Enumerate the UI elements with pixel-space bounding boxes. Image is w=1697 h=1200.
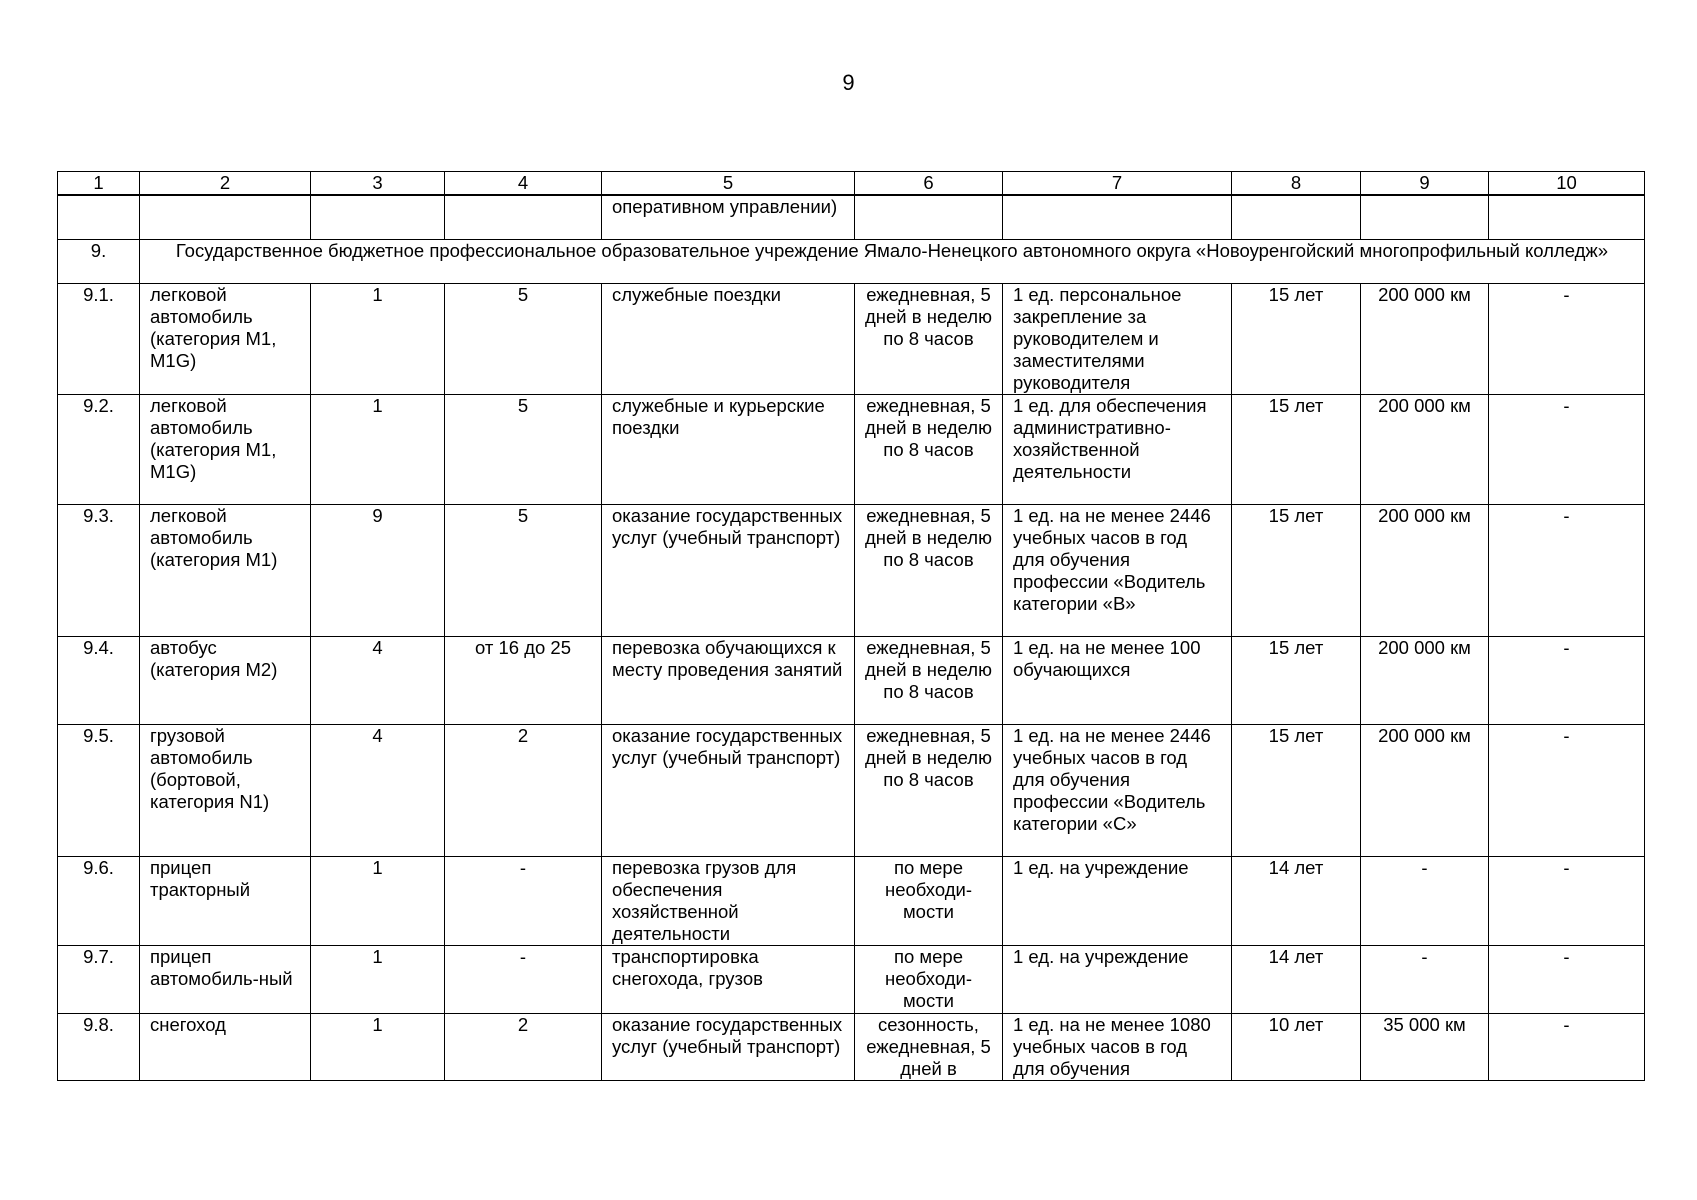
table-row — [58, 856, 1645, 945]
table-cell-seats: 5 — [445, 504, 602, 636]
table-header-row — [58, 172, 1645, 196]
column-header: 5 — [602, 172, 855, 196]
table-cell-mileage: 35 000 км — [1361, 1013, 1489, 1080]
group-row — [58, 239, 1645, 283]
table-cell-seats: от 16 до 25 — [445, 636, 602, 724]
table-cell-service-life: 15 лет — [1232, 504, 1361, 636]
table-cell-usage-mode: по мере необходи-мости — [855, 856, 1003, 945]
page-number: 9 — [842, 70, 855, 95]
table-cell-number: 9.4. — [58, 636, 140, 724]
table-cell-norm: 1 ед. на учреждение — [1003, 856, 1232, 945]
table-cell — [445, 195, 602, 239]
table-cell-purpose: служебные поездки — [602, 283, 855, 394]
table-cell-purpose: оказание государственных услуг (учебный транспорт) — [602, 1013, 855, 1080]
table-cell — [1003, 195, 1232, 239]
table-cell-service-life: 15 лет — [1232, 394, 1361, 504]
table-cell-seats: 5 — [445, 283, 602, 394]
table-cell-purpose: транспортировка снегохода, грузов — [602, 945, 855, 1013]
table-cell-seats: 5 — [445, 394, 602, 504]
table-cell-vehicle-type: прицеп тракторный — [140, 856, 311, 945]
table-cell-purpose: оказание государственных услуг (учебный транспорт) — [602, 504, 855, 636]
table-cell-seats: 2 — [445, 724, 602, 856]
table-cell-norm: 1 ед. на не менее 2446 учебных часов в год для обучения профессии «Водитель категории «В» — [1003, 504, 1232, 636]
table-cell-number: 9.7. — [58, 945, 140, 1013]
table-cell-norm: 1 ед. на учреждение — [1003, 945, 1232, 1013]
table-cell-number: 9.3. — [58, 504, 140, 636]
table-body — [58, 283, 1645, 1080]
group-title: Государственное бюджетное профессиональное образовательное учреждение Ямало-Ненецкого автономного округа «Новоуренгойский многопрофильный колледж» — [140, 239, 1645, 283]
table-cell-number: 9.6. — [58, 856, 140, 945]
table-row — [58, 636, 1645, 724]
table-cell — [311, 195, 445, 239]
table-cell-quantity: 1 — [311, 1013, 445, 1080]
table-cell — [140, 195, 311, 239]
table-cell-vehicle-type: легковой автомобиль (категория М1) — [140, 504, 311, 636]
table-cell — [1489, 195, 1645, 239]
table-cell-mileage: - — [1361, 945, 1489, 1013]
table-cell-number: 9.5. — [58, 724, 140, 856]
table-cell-mileage: 200 000 км — [1361, 724, 1489, 856]
table-cell-number: 9.1. — [58, 283, 140, 394]
table-cell-purpose: оперативном управлении) — [602, 195, 855, 239]
table-cell — [1232, 195, 1361, 239]
table-row — [58, 283, 1645, 394]
table-cell-seats: - — [445, 856, 602, 945]
table-cell — [855, 195, 1003, 239]
table-cell-note: - — [1489, 856, 1645, 945]
table-cell-note: - — [1489, 504, 1645, 636]
column-header: 10 — [1489, 172, 1645, 196]
table-cell-norm: 1 ед. персональное закрепление за руководителем и заместителями руководителя — [1003, 283, 1232, 394]
table-cell-usage-mode: ежедневная, 5 дней в неделю по 8 часов — [855, 724, 1003, 856]
table-cell-purpose: оказание государственных услуг (учебный транспорт) — [602, 724, 855, 856]
table-cell-note: - — [1489, 636, 1645, 724]
table-cell-note: - — [1489, 945, 1645, 1013]
table-cell-service-life: 15 лет — [1232, 636, 1361, 724]
table-cell-note: - — [1489, 1013, 1645, 1080]
column-header: 3 — [311, 172, 445, 196]
table-cell-norm: 1 ед. на не менее 2446 учебных часов в год для обучения профессии «Водитель категории «С» — [1003, 724, 1232, 856]
column-header: 4 — [445, 172, 602, 196]
vehicle-norms-table — [57, 171, 1645, 1081]
table-cell — [58, 195, 140, 239]
table-row — [58, 504, 1645, 636]
table-cell-quantity: 4 — [311, 636, 445, 724]
column-header: 1 — [58, 172, 140, 196]
continuation-row — [58, 195, 1645, 239]
table-row — [58, 724, 1645, 856]
column-header: 7 — [1003, 172, 1232, 196]
table-cell-mileage: 200 000 км — [1361, 394, 1489, 504]
table-cell-usage-mode: ежедневная, 5 дней в неделю по 8 часов — [855, 394, 1003, 504]
table-cell-vehicle-type: автобус (категория М2) — [140, 636, 311, 724]
table-cell-vehicle-type: снегоход — [140, 1013, 311, 1080]
table-cell-quantity: 1 — [311, 394, 445, 504]
column-header: 9 — [1361, 172, 1489, 196]
table-cell-quantity: 4 — [311, 724, 445, 856]
table-cell-mileage: 200 000 км — [1361, 283, 1489, 394]
column-header: 6 — [855, 172, 1003, 196]
table-cell-seats: 2 — [445, 1013, 602, 1080]
table-cell-vehicle-type: прицеп автомобиль-ный — [140, 945, 311, 1013]
table-cell-quantity: 9 — [311, 504, 445, 636]
table-cell-service-life: 10 лет — [1232, 1013, 1361, 1080]
table-cell-mileage: - — [1361, 856, 1489, 945]
table-cell-service-life: 14 лет — [1232, 945, 1361, 1013]
table-cell-service-life: 14 лет — [1232, 856, 1361, 945]
table-cell-quantity: 1 — [311, 283, 445, 394]
table-cell-norm: 1 ед. на не менее 100 обучающихся — [1003, 636, 1232, 724]
table-cell-number: 9.2. — [58, 394, 140, 504]
table-cell-norm: 1 ед. на не менее 1080 учебных часов в год для обучения — [1003, 1013, 1232, 1080]
table-cell-note: - — [1489, 283, 1645, 394]
table-cell-usage-mode: ежедневная, 5 дней в неделю по 8 часов — [855, 504, 1003, 636]
column-header: 2 — [140, 172, 311, 196]
table-cell-vehicle-type: грузовой автомобиль (бортовой, категория N1) — [140, 724, 311, 856]
table-row — [58, 1013, 1645, 1080]
table-cell-note: - — [1489, 394, 1645, 504]
table-cell — [1361, 195, 1489, 239]
table-cell-vehicle-type: легковой автомобиль (категория М1, M1G) — [140, 283, 311, 394]
table-cell-quantity: 1 — [311, 856, 445, 945]
table-cell-quantity: 1 — [311, 945, 445, 1013]
group-number: 9. — [58, 239, 140, 283]
table-cell-service-life: 15 лет — [1232, 724, 1361, 856]
table-cell-purpose: перевозка обучающихся к месту проведения занятий — [602, 636, 855, 724]
table-row — [58, 394, 1645, 504]
table-cell-usage-mode: ежедневная, 5 дней в неделю по 8 часов — [855, 636, 1003, 724]
table-cell-seats: - — [445, 945, 602, 1013]
table-cell-usage-mode: ежедневная, 5 дней в неделю по 8 часов — [855, 283, 1003, 394]
column-header: 8 — [1232, 172, 1361, 196]
table-cell-mileage: 200 000 км — [1361, 504, 1489, 636]
table-cell-service-life: 15 лет — [1232, 283, 1361, 394]
table-row — [58, 945, 1645, 1013]
table-cell-mileage: 200 000 км — [1361, 636, 1489, 724]
table-cell-number: 9.8. — [58, 1013, 140, 1080]
table-cell-usage-mode: сезонность, ежедневная, 5 дней в — [855, 1013, 1003, 1080]
table-cell-purpose: служебные и курьерские поездки — [602, 394, 855, 504]
table-cell-vehicle-type: легковой автомобиль (категория М1, M1G) — [140, 394, 311, 504]
table-cell-note: - — [1489, 724, 1645, 856]
table-cell-usage-mode: по мере необходи-мости — [855, 945, 1003, 1013]
table-cell-norm: 1 ед. для обеспечения административно-хозяйственной деятельности — [1003, 394, 1232, 504]
table-cell-purpose: перевозка грузов для обеспечения хозяйственной деятельности — [602, 856, 855, 945]
